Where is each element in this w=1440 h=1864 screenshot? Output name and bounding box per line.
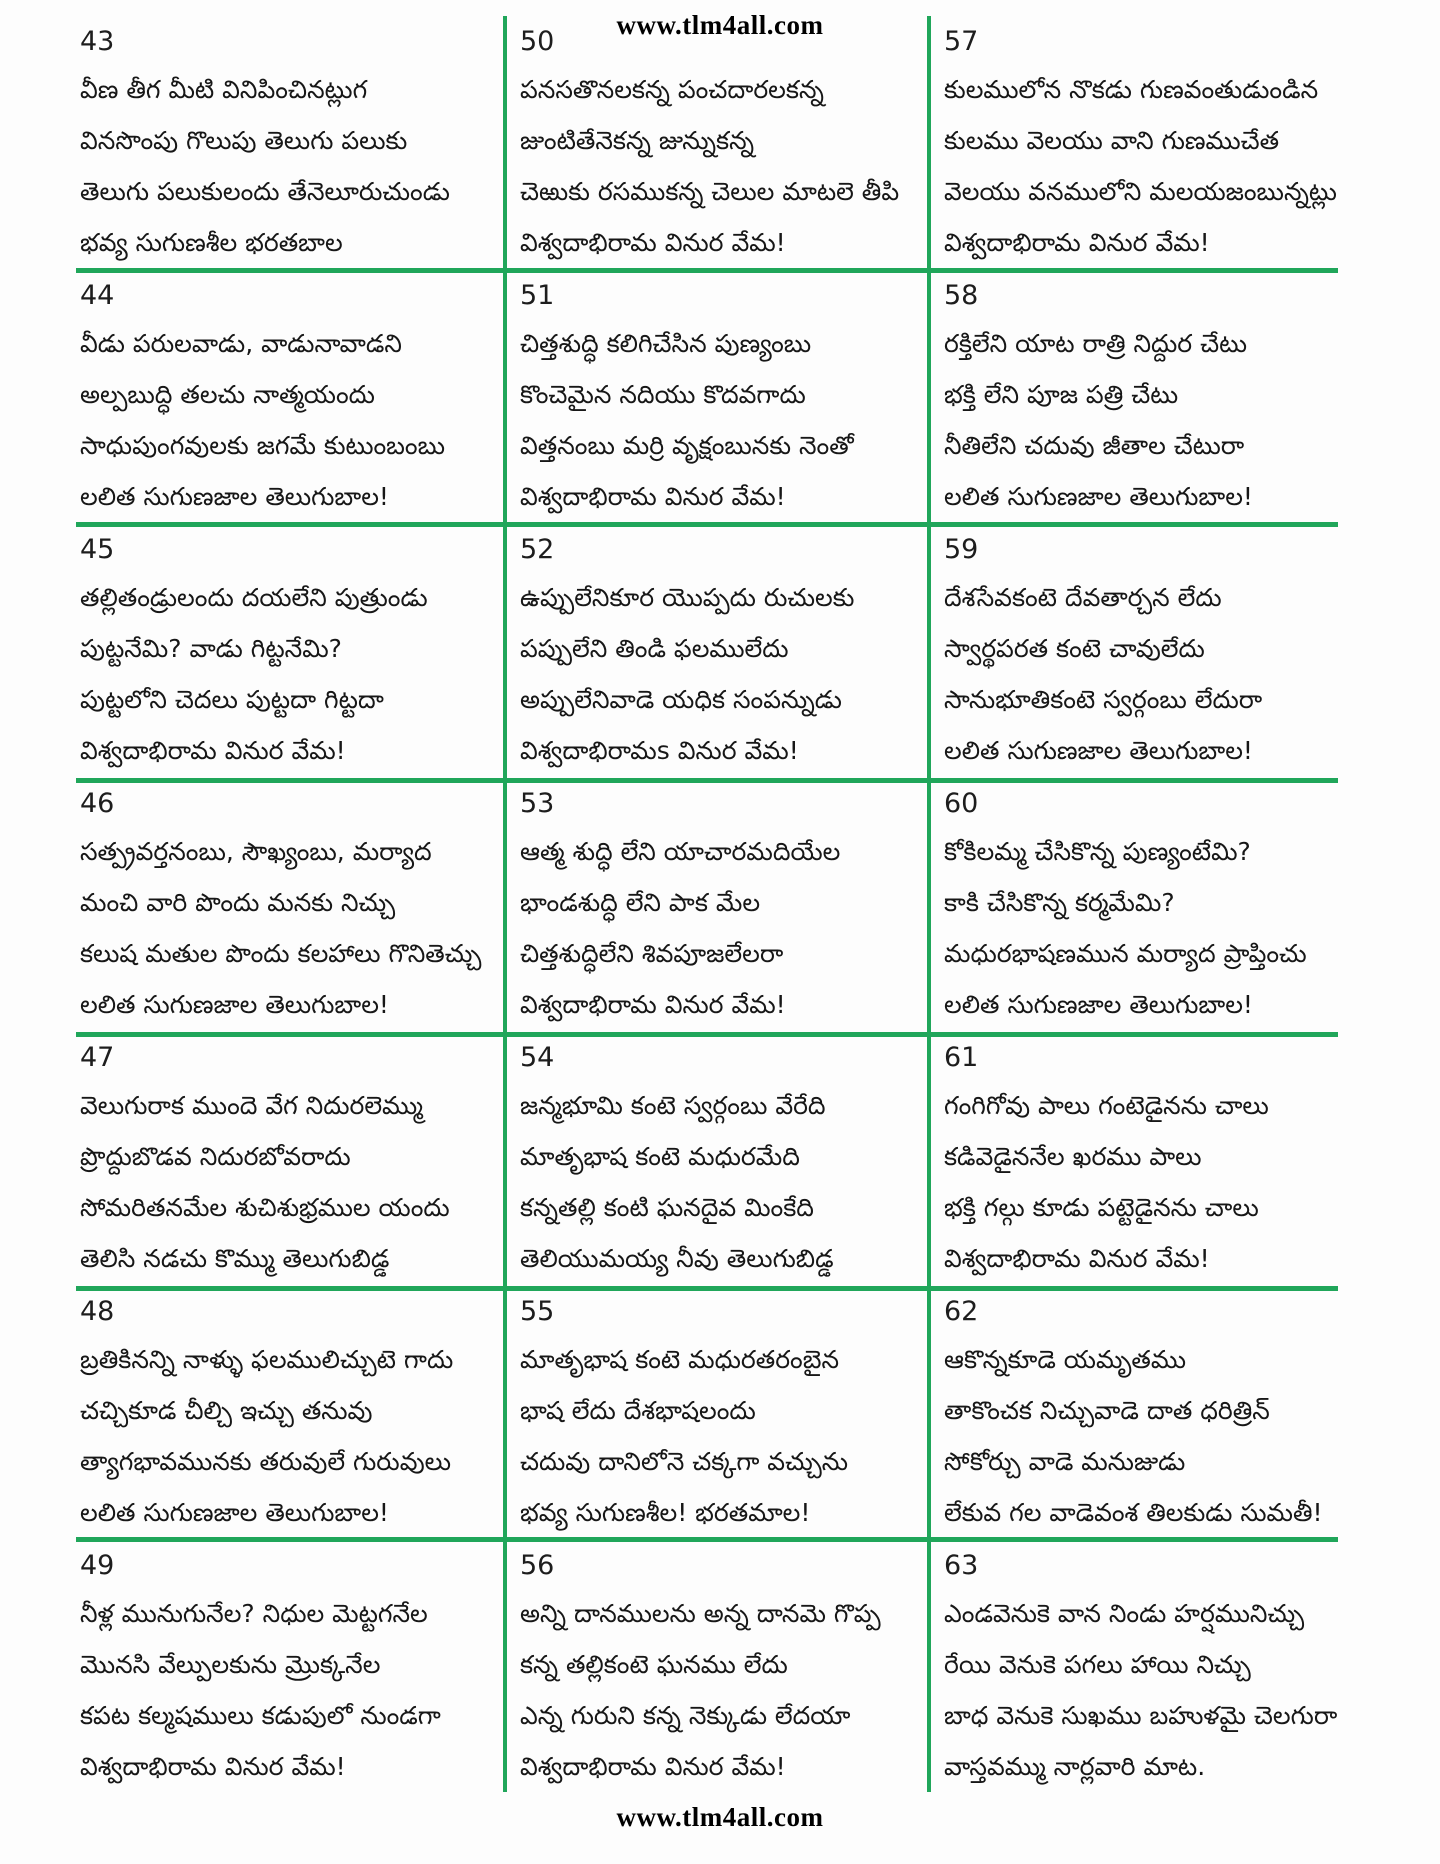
verse-line: మధురభాషణమున మర్యాద ప్రాప్తించు	[944, 939, 1307, 968]
verse-lines	[944, 64, 1364, 268]
verse-line: స్వార్థపరత కంటె చావులేదు	[944, 634, 1205, 663]
verse-line: ఆకొన్నకూడె యమృతము	[944, 1345, 1186, 1374]
verse-cell	[520, 14, 940, 268]
verse-number: 61	[944, 1042, 979, 1073]
verse-line: లలిత సుగుణజాల తెలుగుబాల!	[944, 482, 1253, 511]
verse-line: కాకి చేసికొన్న కర్మమేమి?	[944, 888, 1175, 917]
verse-line: చిత్తశుద్ధిలేని శివపూజలేలరా	[520, 939, 784, 968]
verse-number: 63	[944, 1550, 979, 1581]
verse-line: లలిత సుగుణజాల తెలుగుబాల!	[80, 990, 389, 1019]
verse-cell	[944, 522, 1364, 776]
verse-line: కడివెడైననేల ఖరము పాలు	[944, 1142, 1202, 1171]
verse-lines	[80, 572, 500, 776]
verse-line: వెలుగురాక ముందె వేగ నిదురలెమ్ము	[80, 1091, 424, 1120]
verse-lines	[80, 1588, 500, 1792]
verse-line: వాస్తవమ్ము నార్లవారి మాట.	[944, 1752, 1206, 1781]
verse-line: సోమరితనమేల శుచిశుభ్రముల యందు	[80, 1193, 450, 1222]
verse-line: వెలయు వనములోని మలయజంబున్నట్లు	[944, 177, 1337, 206]
watermark-header: www.tlm4all.com	[616, 10, 824, 40]
verse-line: విశ్వదాభిరామ వినుర వేమ!	[944, 1244, 1210, 1273]
verse-number: 47	[80, 1042, 115, 1073]
verse-line: మాతృభాష కంటె మధురమేది	[520, 1142, 800, 1171]
verse-lines	[520, 64, 940, 268]
verse-lines	[944, 1080, 1364, 1284]
verse-cell	[520, 522, 940, 776]
verse-line: విశ్వదాభిరామs వినుర వేమ!	[520, 736, 799, 765]
verse-line: పుట్టనేమి? వాడు గిట్టనేమి?	[80, 634, 342, 663]
verse-cell	[944, 1030, 1364, 1284]
verse-number: 44	[80, 280, 115, 311]
verse-number: 62	[944, 1296, 979, 1327]
verse-line: జుంటితేనెకన్న జున్నుకన్న	[520, 126, 755, 155]
verse-number: 55	[520, 1296, 555, 1327]
verse-line: మొనసి వేల్పులకును మ్రొక్కనేల	[80, 1650, 381, 1679]
verse-line: లలిత సుగుణజాల తెలుగుబాల!	[80, 1498, 389, 1527]
verse-cell	[944, 776, 1364, 1030]
verse-line: కులములోన నొకడు గుణవంతుడుండిన	[944, 75, 1319, 104]
verse-line: బ్రతికినన్ని నాళ్ళు ఫలములిచ్చుటె గాదు	[80, 1345, 454, 1374]
verse-lines	[944, 572, 1364, 776]
verse-line: సానుభూతికంటె స్వర్గంబు లేదురా	[944, 685, 1263, 714]
verse-number: 51	[520, 280, 555, 311]
verse-number: 53	[520, 788, 555, 819]
verse-line: లలిత సుగుణజాల తెలుగుబాల!	[80, 482, 389, 511]
verse-cell	[944, 268, 1364, 522]
verse-line: భవ్య సుగుణశీల! భరతమాల!	[520, 1498, 811, 1527]
verse-lines	[80, 64, 500, 268]
verse-number: 60	[944, 788, 979, 819]
verse-line: తాకొంచక నిచ్చువాడె దాత ధరిత్రిన్	[944, 1396, 1270, 1425]
verse-column-right	[944, 14, 1364, 1792]
verse-line: వీణ తీగ మీటి వినిపించినట్లుగ	[80, 75, 368, 104]
verse-line: అల్పబుద్ధి తలచు నాత్మయందు	[80, 380, 375, 409]
verse-line: కన్న తల్లికంటె ఘనము లేదు	[520, 1650, 788, 1679]
verse-lines	[520, 318, 940, 522]
verse-line: లేకువ గల వాడెవంశ తిలకుడు సుమతీ!	[944, 1498, 1323, 1527]
verse-line: నీతిలేని చదువు జీతాల చేటురా	[944, 431, 1245, 460]
verse-cell	[80, 776, 500, 1030]
verse-line: కులము వెలయు వాని గుణముచేత	[944, 126, 1280, 155]
verse-line: భాండశుద్ధి లేని పాక మేల	[520, 888, 761, 917]
verse-line: మాతృభాష కంటె మధురతరంబైన	[520, 1345, 839, 1374]
verse-line: విశ్వదాభిరామ వినుర వేమ!	[520, 990, 786, 1019]
verse-line: త్యాగభావమునకు తరువులే గురువులు	[80, 1447, 452, 1476]
verse-line: విత్తనంబు మర్రి వృక్షంబునకు నెంతో	[520, 431, 854, 460]
verse-lines	[80, 1080, 500, 1284]
verse-line: ఉప్పులేనికూర యొప్పదు రుచులకు	[520, 583, 855, 612]
verse-line: విశ్వదాభిరామ వినుర వేమ!	[520, 228, 786, 257]
verse-line: పప్పులేని తిండి ఫలములేదు	[520, 634, 789, 663]
verse-line: భక్తి లేని పూజ పత్రి చేటు	[944, 380, 1179, 409]
verse-line: విశ్వదాభిరామ వినుర వేమ!	[520, 1752, 786, 1781]
verse-line: వినసొంపు గొలుపు తెలుగు పలుకు	[80, 126, 408, 155]
verse-lines	[944, 318, 1364, 522]
verse-number: 56	[520, 1550, 555, 1581]
verse-line: సోకోర్చు వాడె మనుజుడు	[944, 1447, 1186, 1476]
verse-line: వీడు పరులవాడు, వాడునావాడని	[80, 329, 402, 358]
verse-cell	[80, 1030, 500, 1284]
verse-number: 59	[944, 534, 979, 565]
verse-line: బాధ వెనుకె సుఖము బహుళమై చెలగురా	[944, 1701, 1338, 1730]
verse-line: భక్తి గల్గు కూడు పట్టెడైనను చాలు	[944, 1193, 1259, 1222]
verse-line: విశ్వదాభిరామ వినుర వేమ!	[80, 736, 346, 765]
verse-lines	[520, 1080, 940, 1284]
verse-lines	[80, 318, 500, 522]
verse-line: కపట కల్మషములు కడుపులో నుండగా	[80, 1701, 441, 1730]
verse-lines	[520, 572, 940, 776]
verse-lines	[80, 1334, 500, 1538]
verse-line: చిత్తశుద్ధి కలిగిచేసిన పుణ్యంబు	[520, 329, 812, 358]
verse-number: 49	[80, 1550, 115, 1581]
verse-cell	[520, 268, 940, 522]
verse-number: 57	[944, 26, 979, 57]
verse-cell	[80, 1538, 500, 1792]
verse-lines	[944, 1588, 1364, 1792]
verse-line: విశ్వదాభిరామ వినుర వేమ!	[520, 482, 786, 511]
verse-line: సాధుపుంగవులకు జగమే కుటుంబంబు	[80, 431, 445, 460]
verse-line: విశ్వదాభిరామ వినుర వేమ!	[80, 1752, 346, 1781]
verse-number: 45	[80, 534, 115, 565]
verse-line: తెలుగు పలుకులందు తేనెలూరుచుండు	[80, 177, 450, 206]
verse-line: దేశసేవకంటె దేవతార్చన లేదు	[944, 583, 1222, 612]
verse-cell	[944, 1284, 1364, 1538]
verse-number: 58	[944, 280, 979, 311]
verse-lines	[520, 1588, 940, 1792]
verse-cell	[80, 14, 500, 268]
verse-cell	[80, 522, 500, 776]
verse-line: కలుష మతుల పొందు కలహాలు గొనితెచ్చు	[80, 939, 482, 968]
verse-cell	[520, 776, 940, 1030]
verse-line: విశ్వదాభిరామ వినుర వేమ!	[944, 228, 1210, 257]
verse-line: ఎండవెనుకె వాన నిండు హర్షమునిచ్చు	[944, 1599, 1305, 1628]
column-divider	[503, 16, 507, 1792]
watermark-footer: www.tlm4all.com	[616, 1802, 824, 1832]
verse-line: అన్ని దానములను అన్న దానమె గొప్ప	[520, 1599, 881, 1628]
verse-line: తల్లితండ్రులందు దయలేని పుత్రుండు	[80, 583, 428, 612]
verse-number: 54	[520, 1042, 555, 1073]
verse-lines	[520, 1334, 940, 1538]
verse-line: లలిత సుగుణజాల తెలుగుబాల!	[944, 990, 1253, 1019]
verse-line: అప్పులేనివాడె యధిక సంపన్నుడు	[520, 685, 842, 714]
verse-line: చెఱుకు రసముకన్న చెలుల మాటలె తీపి	[520, 177, 900, 206]
verse-column-left	[80, 14, 500, 1792]
verse-number: 43	[80, 26, 115, 57]
verse-line: భవ్య సుగుణశీల భరతబాల	[80, 228, 343, 257]
verse-cell	[520, 1284, 940, 1538]
verse-cell	[944, 14, 1364, 268]
verse-line: చదువు దానిలోనె చక్కగా వచ్చును	[520, 1447, 848, 1476]
verse-line: ఆత్మ శుద్ధి లేని యాచారమదియేల	[520, 837, 841, 866]
verse-line: మంచి వారి పొందు మనకు నిచ్చు	[80, 888, 396, 917]
verse-line: ప్రొద్దుబొడవ నిదురబోవరాదు	[80, 1142, 351, 1171]
verse-lines	[944, 826, 1364, 1030]
verse-line: కన్నతల్లి కంటి ఘనదైవ మింకేది	[520, 1193, 814, 1222]
verse-line: రక్తిలేని యాట రాత్రి నిద్దుర చేటు	[944, 329, 1248, 358]
verse-lines	[80, 826, 500, 1030]
verse-line: రేయి వెనుకె పగలు హాయి నిచ్చు	[944, 1650, 1251, 1679]
verse-lines	[944, 1334, 1364, 1538]
verse-lines	[520, 826, 940, 1030]
verse-number: 46	[80, 788, 115, 819]
verse-line: గంగిగోవు పాలు గంటెడైనను చాలు	[944, 1091, 1269, 1120]
verse-number: 52	[520, 534, 555, 565]
verse-line: కొంచెమైన నదియు కొదవగాదు	[520, 380, 806, 409]
verse-line: కోకిలమ్మ చేసికొన్న పుణ్యంటేమి?	[944, 837, 1251, 866]
verse-line: పనసతొనలకన్న పంచదారలకన్న	[520, 75, 824, 104]
verse-line: నీళ్ల మునుగునేల? నిధుల మెట్టగనేల	[80, 1599, 428, 1628]
verse-cell	[944, 1538, 1364, 1792]
verse-cell	[80, 268, 500, 522]
verse-cell	[80, 1284, 500, 1538]
verse-line: ఎన్న గురుని కన్న నెక్కుడు లేదయా	[520, 1701, 851, 1730]
verse-number: 50	[520, 26, 555, 57]
verse-number: 48	[80, 1296, 115, 1327]
verse-line: చచ్చికూడ చీల్చి ఇచ్చు తనువు	[80, 1396, 373, 1425]
verse-line: తెలిసి నడచు కొమ్ము తెలుగుబిడ్డ	[80, 1244, 390, 1273]
verse-line: భాష లేదు దేశభాషలందు	[520, 1396, 756, 1425]
verse-line: జన్మభూమి కంటె స్వర్గంబు వేరేది	[520, 1091, 826, 1120]
verse-column-middle	[520, 14, 940, 1792]
verse-cell	[520, 1030, 940, 1284]
verse-line: పుట్టలోని చెదలు పుట్టదా గిట్టదా	[80, 685, 384, 714]
verse-line: లలిత సుగుణజాల తెలుగుబాల!	[944, 736, 1253, 765]
verse-line: తెలియుమయ్య నీవు తెలుగుబిడ్డ	[520, 1244, 834, 1273]
verse-cell	[520, 1538, 940, 1792]
verse-line: సత్ప్రవర్తనంబు, సౌఖ్యంబు, మర్యాద	[80, 837, 432, 866]
